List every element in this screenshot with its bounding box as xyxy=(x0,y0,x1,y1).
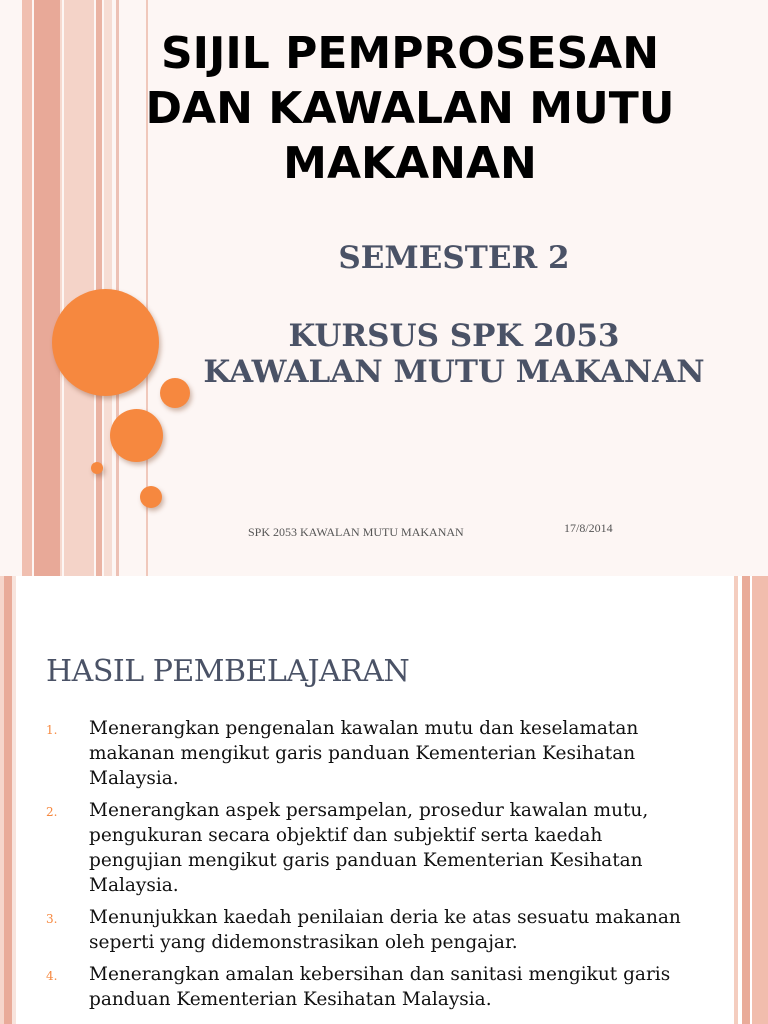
course-code: KURSUS SPK 2053 xyxy=(288,318,620,354)
semester-label: SEMESTER 2 xyxy=(338,240,570,276)
decor-stripe xyxy=(34,0,60,576)
item-text: Menerangkan amalan kebersihan dan sanitasi mengikut garis panduan Kementerian Kesihatan Malaysia. xyxy=(89,964,671,1010)
title-line: MAKANAN xyxy=(283,138,537,189)
title-line: DAN KAWALAN MUTU xyxy=(145,83,675,134)
decor-stripe xyxy=(734,576,738,1024)
item-number: 4. xyxy=(46,969,58,983)
item-number: 2. xyxy=(46,805,58,819)
title-line: SIJIL PEMPROSESAN xyxy=(160,28,660,79)
item-text: Menunjukkan kaedah penilaian deria ke atas sesuatu makanan seperti yang didemonstrasikan oleh pengajar. xyxy=(89,907,681,953)
decor-stripe xyxy=(752,576,768,1024)
outcomes-list xyxy=(46,716,686,1019)
list-item xyxy=(46,716,686,791)
decor-stripe xyxy=(12,576,16,1024)
decor-circle xyxy=(140,486,162,508)
decor-stripe xyxy=(96,0,102,576)
list-item xyxy=(46,962,686,1012)
decor-circle xyxy=(110,409,163,462)
decor-stripe xyxy=(4,576,12,1024)
decor-circle xyxy=(91,462,103,474)
item-text: Menerangkan aspek persampelan, prosedur kawalan mutu, pengukuran secara objektif dan subjektif serta kaedah pengujian mengikut garis panduan Kementerian Kesihatan Malaysia. xyxy=(89,800,649,896)
slide-subtitle xyxy=(160,236,748,390)
section-heading: HASIL PEMBELAJARAN xyxy=(46,654,410,689)
list-item xyxy=(46,798,686,898)
item-text: Menerangkan pengenalan kawalan mutu dan keselamatan makanan mengikut garis panduan Kementerian Kesihatan Malaysia. xyxy=(89,718,639,789)
decor-stripe xyxy=(60,0,62,576)
decor-stripe xyxy=(742,576,750,1024)
footer-course: SPK 2053 KAWALAN MUTU MAKANAN xyxy=(248,525,464,539)
course-name: KAWALAN MUTU MAKANAN xyxy=(203,354,705,390)
slide-title xyxy=(110,26,710,191)
footer-date: 17/8/2014 xyxy=(564,521,613,535)
decor-stripe xyxy=(64,0,94,576)
item-number: 3. xyxy=(46,912,58,926)
decor-stripe xyxy=(22,0,32,576)
item-number: 1. xyxy=(46,723,58,737)
list-item xyxy=(46,905,686,955)
